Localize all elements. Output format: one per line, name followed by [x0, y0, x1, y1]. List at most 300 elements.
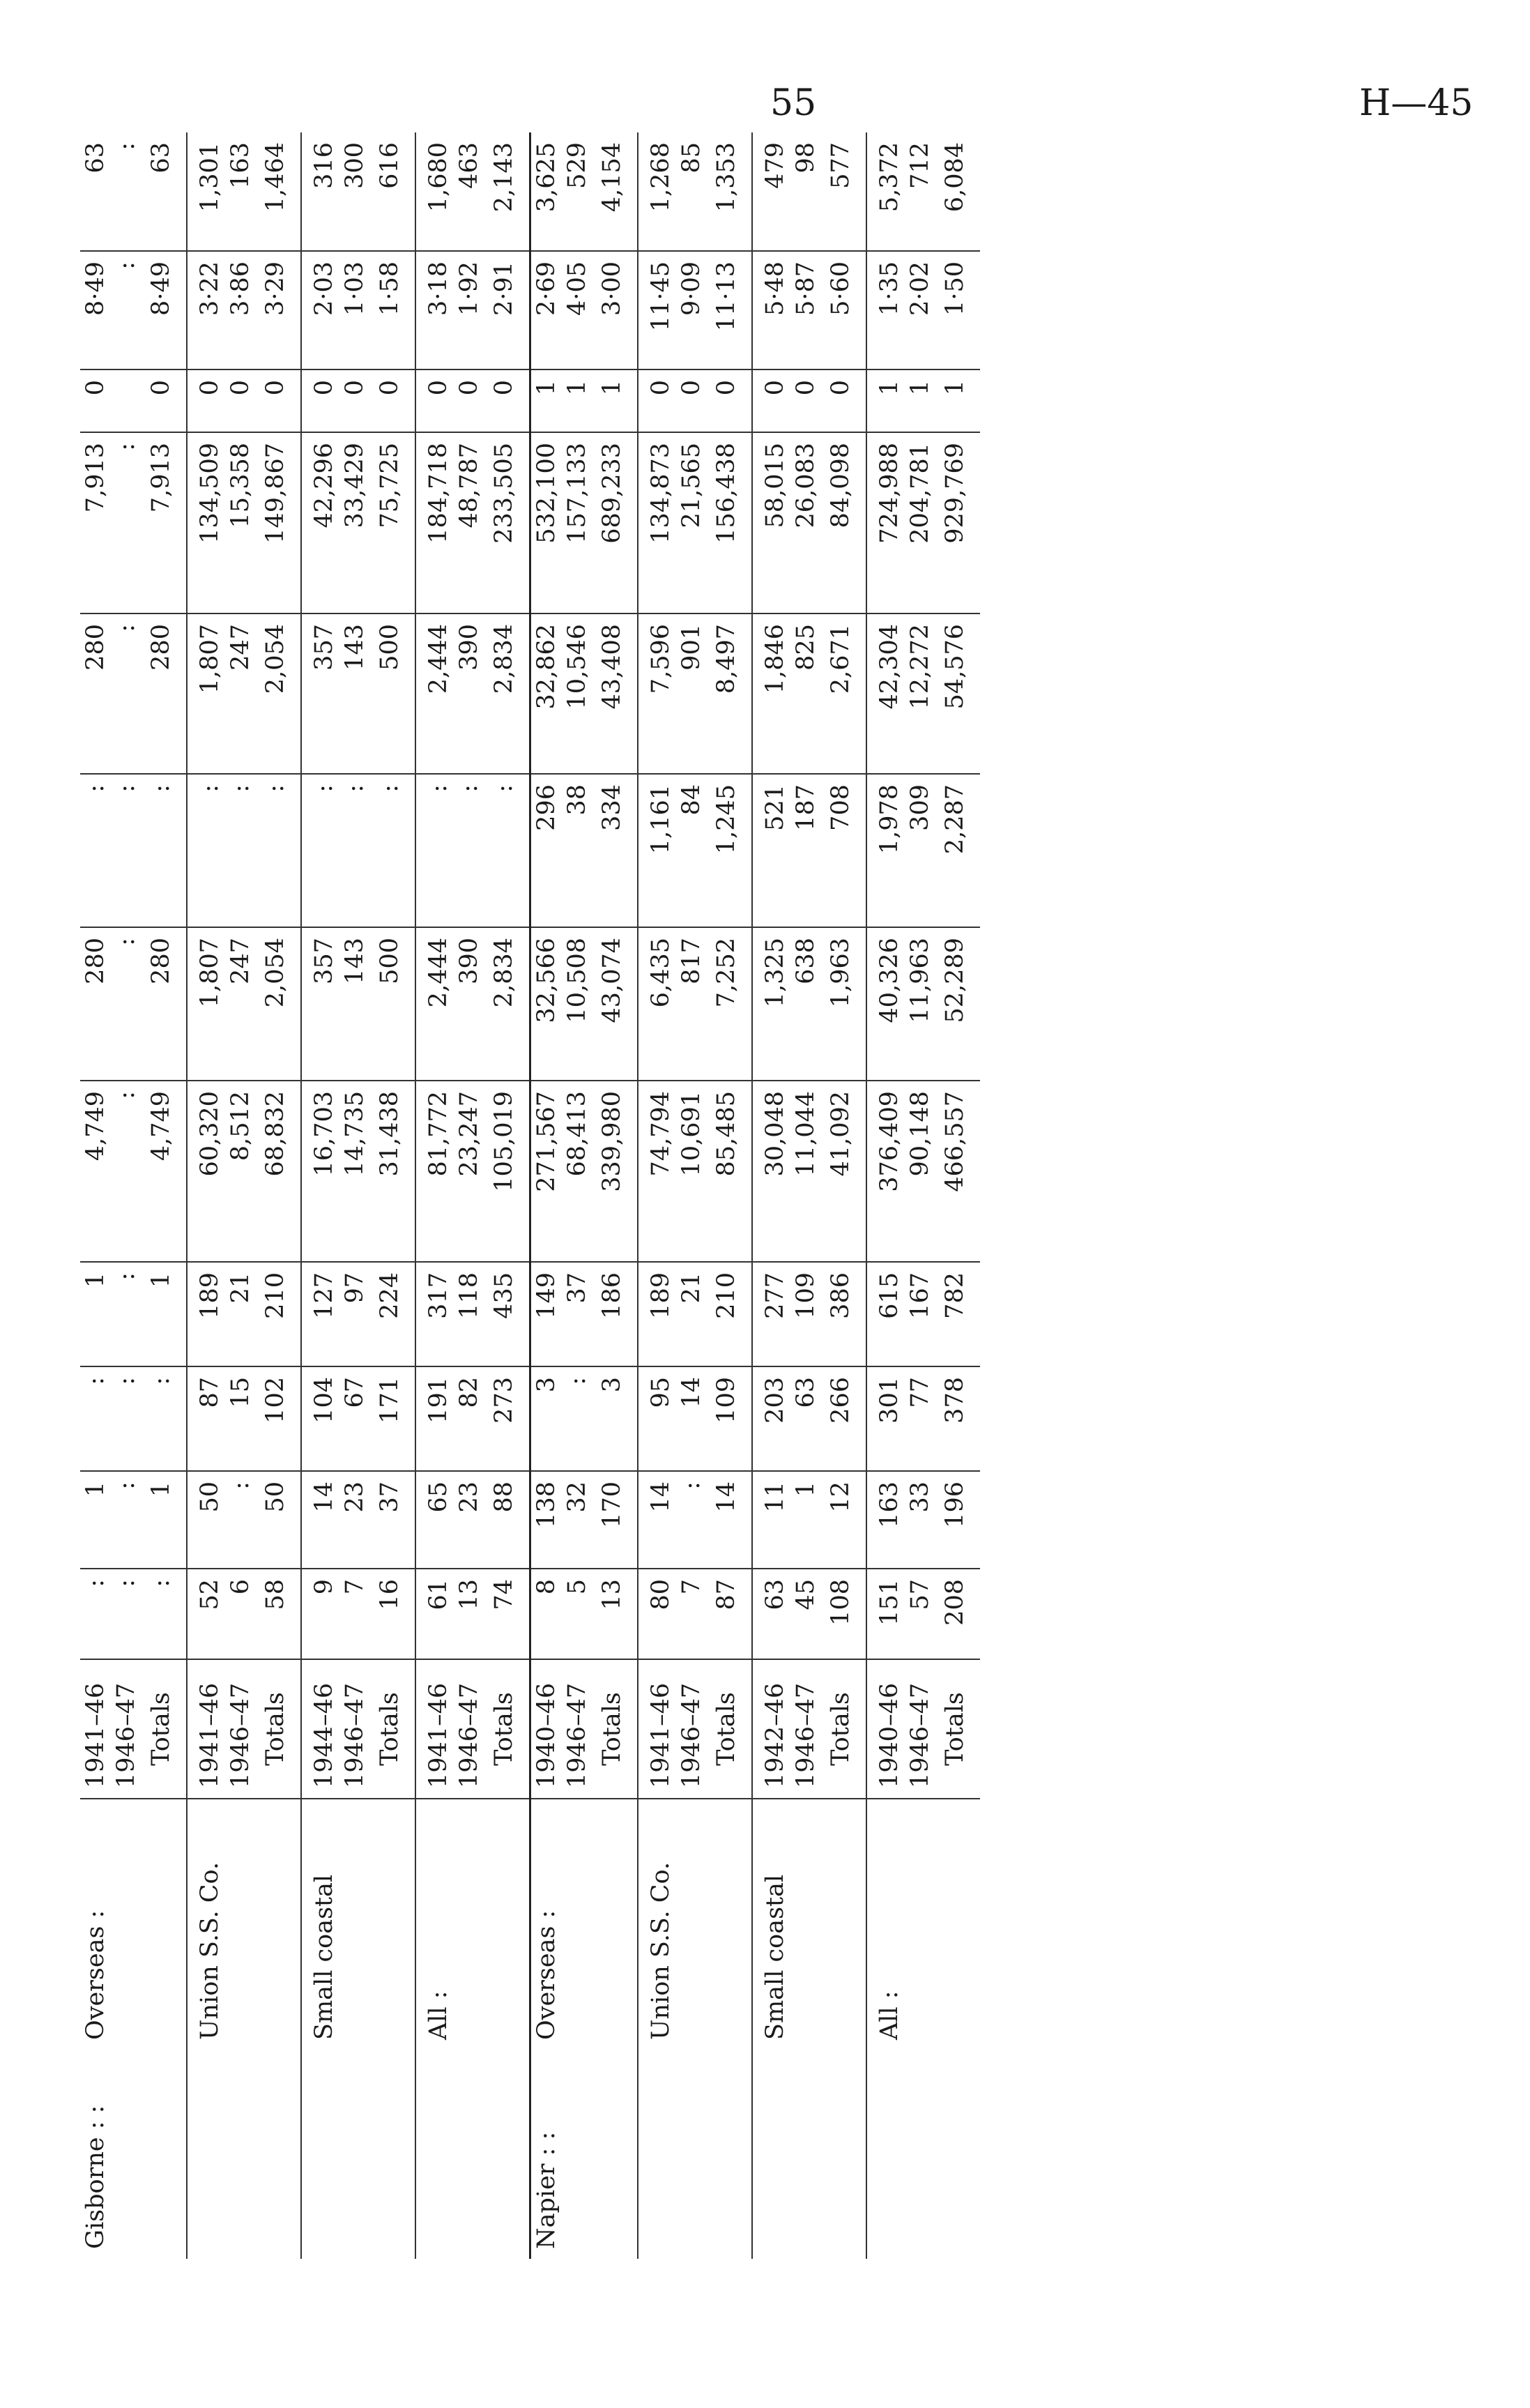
value-cell-line: 210 — [712, 1272, 740, 1319]
value-cell-line: 10,691 — [678, 1091, 705, 1177]
value-cell — [141, 614, 187, 774]
value-cell — [592, 1569, 638, 1659]
value-cell-line: : — [112, 443, 140, 451]
value-cell-line: 616 — [376, 142, 404, 189]
totals-row — [935, 132, 980, 2259]
value-cell-line: 95 — [647, 1377, 675, 1408]
value-cell — [752, 369, 821, 432]
value-cell — [752, 251, 821, 369]
value-cell-line: 58 — [261, 1579, 289, 1610]
value-cell — [484, 251, 530, 369]
vessel-class: Small coastal — [310, 1874, 338, 2040]
value-cell-line: 317 — [424, 1272, 452, 1319]
value-cell — [707, 927, 752, 1081]
value-cell-line: 1 — [82, 1272, 109, 1288]
value-cell — [484, 1081, 530, 1262]
value-cell — [752, 132, 821, 251]
value-cell — [80, 369, 141, 432]
value-cell-line: 42,296 — [310, 443, 338, 528]
value-cell-line: 6 — [227, 1579, 254, 1595]
value-cell-line: 45 — [792, 1579, 820, 1610]
value-cell — [592, 1081, 638, 1262]
value-cell-line: 4,154 — [598, 142, 626, 213]
value-cell-line: 10,546 — [563, 624, 591, 710]
value-cell-line: 52 — [196, 1579, 224, 1610]
value-cell-line: 40,326 — [875, 938, 903, 1023]
value-cell — [187, 927, 256, 1081]
value-cell — [187, 1471, 256, 1569]
value-cell-line: : — [147, 784, 175, 793]
value-cell — [592, 774, 638, 927]
value-cell-line: 266 — [827, 1377, 855, 1424]
value-cell — [935, 251, 980, 369]
value-cell — [821, 132, 866, 251]
value-cell — [370, 1262, 415, 1366]
value-cell — [707, 251, 752, 369]
value-cell — [256, 1569, 301, 1659]
period-cell-line: 1946–47 — [341, 1682, 369, 1788]
value-cell-line: 532,100 — [533, 443, 560, 544]
value-cell-line: 479 — [761, 142, 789, 189]
value-cell-line: 224 — [376, 1272, 404, 1319]
value-cell — [821, 1569, 866, 1659]
value-cell — [256, 1471, 301, 1569]
value-cell-line: : — [112, 784, 140, 793]
value-cell — [484, 369, 530, 432]
value-cell-line: 87 — [196, 1377, 224, 1408]
value-cell — [415, 369, 484, 432]
value-cell-line: 67 — [341, 1377, 369, 1408]
value-cell-line: : — [227, 784, 254, 793]
value-cell — [80, 927, 141, 1081]
value-cell — [187, 1081, 256, 1262]
value-cell-line: 2·03 — [310, 261, 338, 316]
table-row — [187, 132, 256, 2259]
value-cell-line: 1,978 — [875, 784, 903, 855]
value-cell — [752, 927, 821, 1081]
value-cell — [935, 774, 980, 927]
vessel-class-cell — [484, 1799, 530, 2050]
value-cell-line: 3·29 — [261, 261, 289, 316]
value-cell — [415, 1471, 484, 1569]
value-cell — [141, 132, 187, 251]
value-cell — [752, 1569, 821, 1659]
value-cell — [187, 432, 256, 614]
port-name-cell — [935, 2050, 980, 2259]
rotated-statistics-table — [80, 132, 1307, 2259]
value-cell — [707, 1569, 752, 1659]
value-cell — [530, 1366, 593, 1471]
value-cell-line: 1·92 — [455, 261, 483, 316]
value-cell-line: 14,735 — [341, 1091, 369, 1177]
value-cell — [80, 432, 141, 614]
value-cell — [821, 1262, 866, 1366]
value-cell-line: 376,409 — [875, 1091, 903, 1192]
value-cell-line: 15,358 — [227, 443, 254, 528]
value-cell-line: 50 — [261, 1481, 289, 1513]
value-cell — [866, 1569, 935, 1659]
value-cell-line: 3·18 — [424, 261, 452, 316]
value-cell — [301, 369, 370, 432]
value-cell-line: 0 — [712, 380, 740, 396]
value-cell-line: 127 — [310, 1272, 338, 1319]
value-cell — [415, 1569, 484, 1659]
period-cell — [415, 1659, 484, 1799]
value-cell-line: 1,161 — [647, 784, 675, 855]
value-cell-line: 102 — [261, 1377, 289, 1424]
value-cell — [530, 1262, 593, 1366]
value-cell-line: 466,557 — [941, 1091, 969, 1192]
value-cell — [866, 369, 935, 432]
value-cell-line: 435 — [490, 1272, 518, 1319]
vessel-class: All : — [875, 1990, 903, 2040]
value-cell — [187, 1366, 256, 1471]
port-name-cell — [484, 2050, 530, 2259]
value-cell-line: 37 — [563, 1272, 591, 1304]
vessel-class: All : — [424, 1990, 452, 2040]
vessel-class-cell — [301, 1799, 370, 2050]
value-cell-line: 5·87 — [792, 261, 820, 316]
value-cell-line: 189 — [647, 1272, 675, 1319]
value-cell-line: 11,963 — [906, 938, 934, 1023]
period-cell — [866, 1659, 935, 1799]
value-cell-line: : — [376, 784, 404, 793]
value-cell-line: 156,438 — [712, 443, 740, 544]
value-cell — [187, 251, 256, 369]
value-cell-line: : — [112, 1481, 140, 1490]
value-cell-line: : — [82, 1377, 109, 1385]
value-cell — [141, 1081, 187, 1262]
value-cell-line: 277 — [761, 1272, 789, 1319]
vessel-class-cell — [141, 1799, 187, 2050]
value-cell — [866, 614, 935, 774]
value-cell-line: 21 — [678, 1272, 705, 1304]
value-cell-line: : — [261, 784, 289, 793]
value-cell-line: 84,098 — [827, 443, 855, 528]
value-cell — [592, 614, 638, 774]
value-cell-line: : — [147, 1579, 175, 1587]
value-cell — [80, 614, 141, 774]
value-cell — [301, 774, 370, 927]
value-cell-line: 0 — [196, 380, 224, 396]
value-cell — [80, 774, 141, 927]
value-cell-line: 712 — [906, 142, 934, 189]
value-cell-line: 11·45 — [647, 261, 675, 332]
value-cell — [707, 774, 752, 927]
value-cell-line: 724,988 — [875, 443, 903, 544]
value-cell-line: 8,512 — [227, 1091, 254, 1161]
value-cell-line: 23 — [455, 1481, 483, 1513]
value-cell-line: 134,509 — [196, 443, 224, 544]
value-cell — [821, 1471, 866, 1569]
value-cell — [530, 774, 593, 927]
table-row — [866, 132, 935, 2259]
value-cell-line: 85,485 — [712, 1091, 740, 1177]
value-cell-line: 1 — [82, 1481, 109, 1498]
value-cell — [935, 927, 980, 1081]
vessel-class-cell — [592, 1799, 638, 2050]
port-name-cell — [530, 2050, 593, 2259]
value-cell — [707, 1262, 752, 1366]
value-cell-line: 901 — [678, 624, 705, 671]
value-cell — [484, 432, 530, 614]
value-cell-line: 13 — [455, 1579, 483, 1610]
value-cell — [80, 1262, 141, 1366]
port-name: Napier : : — [533, 2131, 560, 2249]
period-cell-line: Totals — [376, 1692, 404, 1766]
period-cell-line: 1946–47 — [227, 1682, 254, 1788]
port-name-cell — [592, 2050, 638, 2259]
value-cell-line: 1·58 — [376, 261, 404, 316]
value-cell-line: 42,304 — [875, 624, 903, 710]
value-cell-line: : — [227, 1481, 254, 1490]
period-cell — [187, 1659, 256, 1799]
value-cell-line: 233,505 — [490, 443, 518, 544]
period-cell-line: 1946–47 — [455, 1682, 483, 1788]
vessel-class: Union S.S. Co. — [647, 1861, 675, 2040]
value-cell — [370, 369, 415, 432]
value-cell — [592, 1262, 638, 1366]
value-cell-line: 0 — [455, 380, 483, 396]
vessel-class-cell — [821, 1799, 866, 2050]
value-cell-line: 61 — [424, 1579, 452, 1610]
value-cell-line: 638 — [792, 938, 820, 984]
value-cell-line: 334 — [598, 784, 626, 831]
value-cell-line: 163 — [875, 1481, 903, 1528]
value-cell — [141, 1366, 187, 1471]
value-cell — [484, 774, 530, 927]
period-cell — [752, 1659, 821, 1799]
period-cell — [484, 1659, 530, 1799]
value-cell — [415, 1262, 484, 1366]
value-cell-line: 84 — [678, 784, 705, 816]
value-cell-line: 74 — [490, 1579, 518, 1610]
value-cell — [638, 1569, 707, 1659]
value-cell-line: 151 — [875, 1579, 903, 1626]
value-cell-line: 104 — [310, 1377, 338, 1424]
value-cell-line: 4·05 — [563, 261, 591, 316]
value-cell-line: 16 — [376, 1579, 404, 1610]
value-cell — [141, 1569, 187, 1659]
value-cell-line: 37 — [376, 1481, 404, 1513]
value-cell-line: 38 — [563, 784, 591, 816]
value-cell-line: : — [455, 784, 483, 793]
value-cell-line: 2,671 — [827, 624, 855, 694]
value-cell — [301, 1262, 370, 1366]
value-cell — [638, 1081, 707, 1262]
value-cell — [256, 432, 301, 614]
value-cell-line: 273 — [490, 1377, 518, 1424]
value-cell-line: : — [112, 142, 140, 151]
period-cell-line: 1941–46 — [424, 1682, 452, 1788]
value-cell-line: 2·69 — [533, 261, 560, 316]
value-cell — [592, 432, 638, 614]
value-cell — [141, 432, 187, 614]
value-cell — [935, 369, 980, 432]
port-name-cell — [866, 2050, 935, 2259]
value-cell-line: 1,325 — [761, 938, 789, 1008]
value-cell-line: 3,625 — [533, 142, 560, 213]
value-cell — [530, 927, 593, 1081]
value-cell — [935, 1081, 980, 1262]
value-cell-line: 7 — [341, 1579, 369, 1595]
value-cell-line: 57 — [906, 1579, 934, 1610]
totals-row — [256, 132, 301, 2259]
value-cell-line: 1 — [598, 380, 626, 396]
value-cell — [415, 1081, 484, 1262]
value-cell — [821, 614, 866, 774]
page-number: 55 — [770, 82, 817, 124]
vessel-class-cell — [256, 1799, 301, 2050]
value-cell-line: 23,247 — [455, 1091, 483, 1177]
period-cell-line: 1940–46 — [875, 1682, 903, 1788]
value-cell-line: 1 — [941, 380, 969, 396]
value-cell — [530, 1081, 593, 1262]
value-cell-line: 14 — [712, 1481, 740, 1513]
table-row — [301, 132, 370, 2259]
value-cell — [370, 1081, 415, 1262]
value-cell — [370, 132, 415, 251]
value-cell-line: 63 — [761, 1579, 789, 1610]
value-cell — [301, 927, 370, 1081]
value-cell-line: : — [490, 784, 518, 793]
value-cell-line: 81,772 — [424, 1091, 452, 1177]
value-cell — [935, 1471, 980, 1569]
value-cell-line: 33 — [906, 1481, 934, 1513]
value-cell-line: : — [341, 784, 369, 793]
value-cell-line: 186 — [598, 1272, 626, 1319]
value-cell — [866, 432, 935, 614]
value-cell — [752, 614, 821, 774]
value-cell — [752, 1366, 821, 1471]
value-cell-line: 97 — [341, 1272, 369, 1304]
vessel-class-cell — [80, 1799, 141, 2050]
value-cell-line: 529 — [563, 142, 591, 189]
value-cell — [415, 774, 484, 927]
value-cell — [707, 614, 752, 774]
period-cell — [707, 1659, 752, 1799]
period-cell — [592, 1659, 638, 1799]
value-cell-line: 11,044 — [792, 1091, 820, 1177]
value-cell-line: 14 — [678, 1377, 705, 1408]
value-cell-line: 14 — [310, 1481, 338, 1513]
value-cell-line: 577 — [827, 142, 855, 189]
value-cell-line: 1,464 — [261, 142, 289, 213]
value-cell-line: 2,287 — [941, 784, 969, 855]
value-cell-line: : — [112, 1091, 140, 1099]
value-cell-line: 31,438 — [376, 1091, 404, 1177]
period-cell-line: Totals — [490, 1692, 518, 1766]
value-cell-line: 1,846 — [761, 624, 789, 694]
period-cell — [370, 1659, 415, 1799]
value-cell-line: 138 — [533, 1481, 560, 1528]
value-cell — [707, 369, 752, 432]
value-cell-line: 708 — [827, 784, 855, 831]
totals-row — [484, 132, 530, 2259]
table-row — [752, 132, 821, 2259]
value-cell-line: 43,074 — [598, 938, 626, 1023]
value-cell-line: 2,834 — [490, 624, 518, 694]
value-cell — [821, 251, 866, 369]
value-cell — [821, 432, 866, 614]
value-cell-line: 143 — [341, 624, 369, 671]
value-cell-line: 521 — [761, 784, 789, 831]
port-name-cell — [80, 2050, 141, 2259]
value-cell-line: 2,444 — [424, 624, 452, 694]
value-cell-line: 105,019 — [490, 1091, 518, 1192]
value-cell — [187, 614, 256, 774]
value-cell-line: 1 — [533, 380, 560, 396]
value-cell — [301, 614, 370, 774]
value-cell-line: 15 — [227, 1377, 254, 1408]
value-cell-line: 3·22 — [196, 261, 224, 316]
value-cell-line: 1,245 — [712, 784, 740, 855]
value-cell — [415, 132, 484, 251]
period-cell-line: 1941–46 — [647, 1682, 675, 1788]
value-cell — [370, 1569, 415, 1659]
port-name-cell — [415, 2050, 484, 2259]
value-cell — [415, 251, 484, 369]
value-cell — [484, 927, 530, 1081]
value-cell-line: 280 — [147, 938, 175, 984]
value-cell-line: 0 — [761, 380, 789, 396]
value-cell-line: 7 — [678, 1579, 705, 1595]
period-cell-line: Totals — [598, 1692, 626, 1766]
vessel-class: Overseas : — [82, 1910, 109, 2040]
value-cell-line: 782 — [941, 1272, 969, 1319]
value-cell — [370, 251, 415, 369]
value-cell-line: 1,963 — [827, 938, 855, 1008]
value-cell — [415, 614, 484, 774]
period-cell — [301, 1659, 370, 1799]
value-cell-line: : — [310, 784, 338, 793]
period-cell — [141, 1659, 187, 1799]
value-cell — [530, 432, 593, 614]
value-cell — [866, 132, 935, 251]
value-cell — [187, 774, 256, 927]
totals-row — [707, 132, 752, 2259]
value-cell-line: 2,054 — [261, 624, 289, 694]
value-cell — [484, 1366, 530, 1471]
period-cell — [80, 1659, 141, 1799]
value-cell-line: 2,143 — [490, 142, 518, 213]
value-cell-line: 280 — [82, 624, 109, 671]
value-cell-line: 300 — [341, 142, 369, 189]
period-cell-line: 1946–47 — [906, 1682, 934, 1788]
value-cell-line: 80 — [647, 1579, 675, 1610]
value-cell-line: 171 — [376, 1377, 404, 1424]
port-name-cell — [370, 2050, 415, 2259]
value-cell — [256, 369, 301, 432]
value-cell-line: 1,353 — [712, 142, 740, 213]
period-cell-line: Totals — [712, 1692, 740, 1766]
value-cell-line: 0 — [424, 380, 452, 396]
value-cell-line: 82 — [455, 1377, 483, 1408]
value-cell-line: 2·02 — [906, 261, 934, 316]
value-cell — [256, 1366, 301, 1471]
value-cell — [821, 1366, 866, 1471]
value-cell-line: 5·48 — [761, 261, 789, 316]
value-cell-line: 21,565 — [678, 443, 705, 528]
value-cell-line: : — [112, 624, 140, 632]
value-cell-line: : — [147, 1377, 175, 1385]
value-cell-line: 33,429 — [341, 443, 369, 528]
value-cell-line: : — [196, 784, 224, 793]
value-cell-line: 109 — [792, 1272, 820, 1319]
value-cell-line: 1,268 — [647, 142, 675, 213]
value-cell-line: 0 — [827, 380, 855, 396]
value-cell-line: 1,301 — [196, 142, 224, 213]
